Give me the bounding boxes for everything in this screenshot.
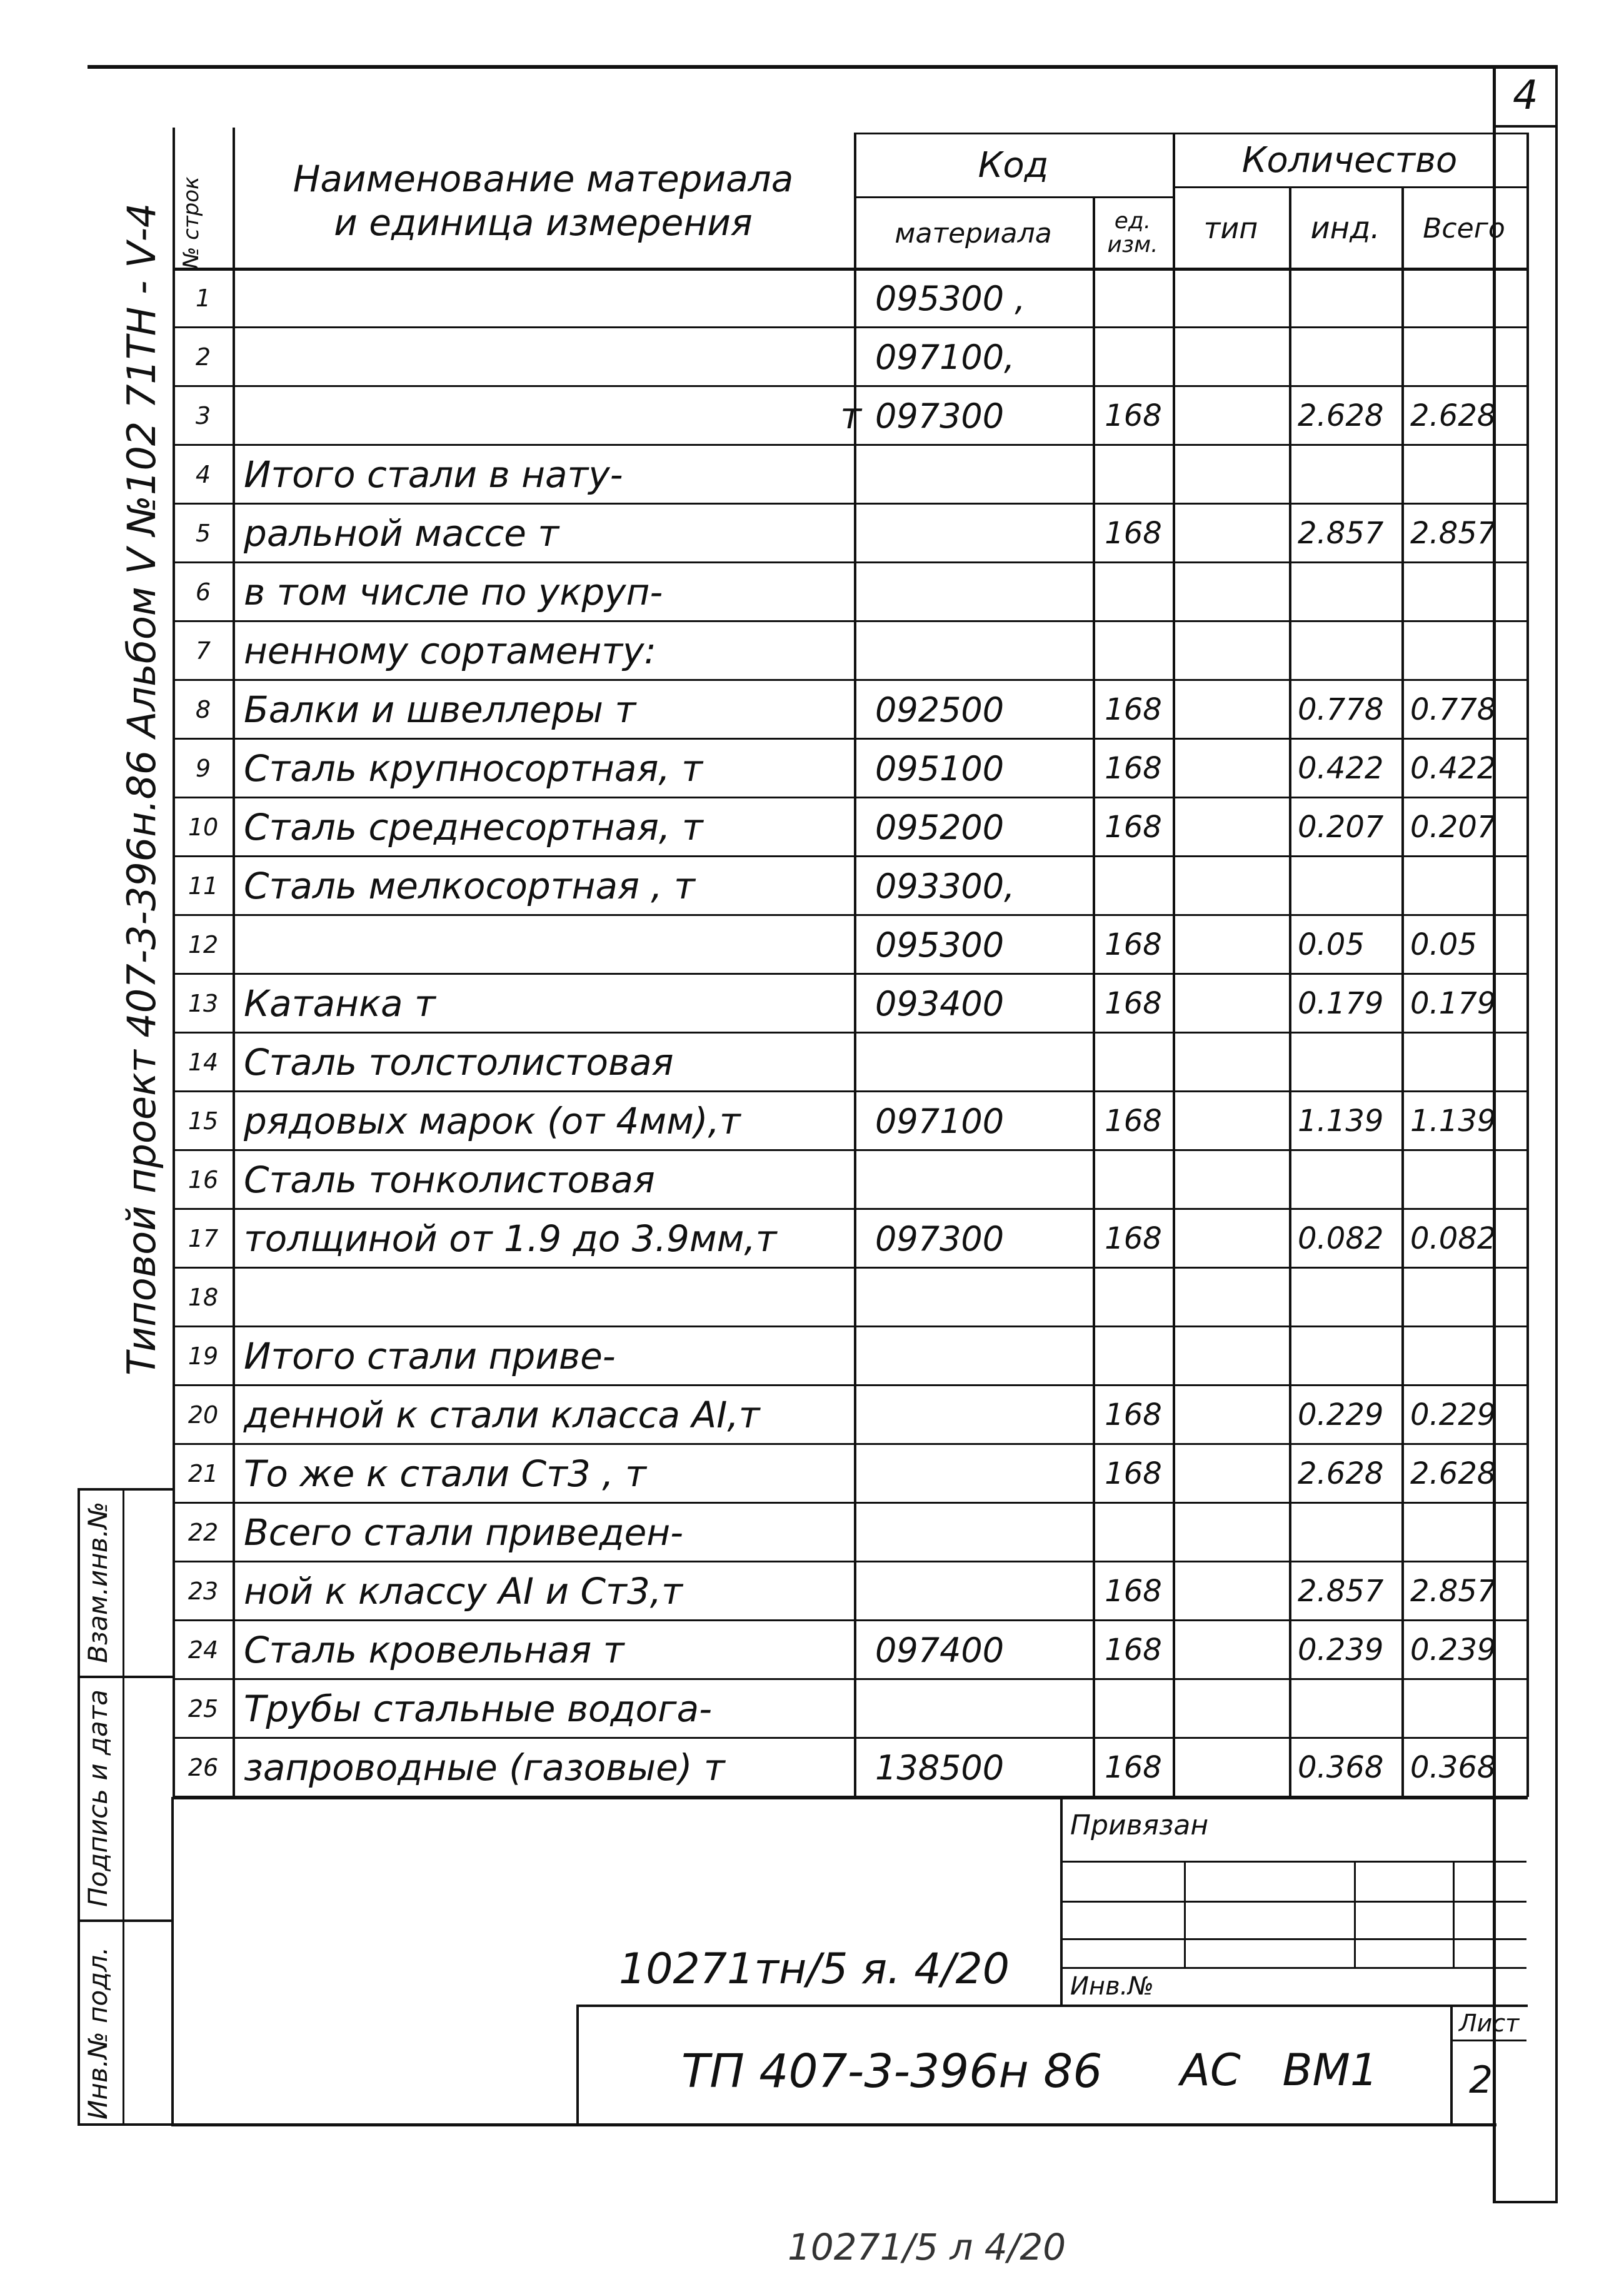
page-number: 4 (1513, 73, 1538, 119)
row-ind (1291, 1033, 1406, 1092)
row-number: 20 (188, 1401, 219, 1429)
row-type (1175, 269, 1294, 328)
row-ind: 0.778 (1298, 692, 1384, 727)
row-total: 0.239 (1410, 1632, 1496, 1668)
row-unit-code: 168 (1105, 1456, 1162, 1491)
row-material-code: 093300, (875, 866, 1015, 906)
row-type (1175, 1386, 1294, 1444)
row-name: Итого стали приве- (244, 1335, 616, 1377)
row-ind (1291, 857, 1406, 915)
left-stamp-outer (78, 1488, 80, 2126)
row-unit-code: 168 (1105, 986, 1162, 1021)
row-type (1175, 1092, 1294, 1150)
row-type (1175, 445, 1294, 504)
row-number: 21 (188, 1460, 219, 1487)
row-total: 0.05 (1410, 927, 1477, 962)
row-type (1175, 1209, 1294, 1268)
left-stamp-divider-3 (78, 1919, 173, 1922)
row-total: 0.082 (1410, 1221, 1496, 1256)
row-type (1175, 857, 1294, 915)
row-material-code (856, 1327, 1110, 1386)
row-number: 1 (195, 284, 211, 312)
stamp-top-line (171, 1797, 1528, 1799)
row-number: 13 (188, 990, 219, 1017)
row-material-code (856, 504, 1110, 563)
row-number: 23 (188, 1577, 219, 1605)
left-stamp-replace-inv: Взам.инв.№ (83, 1501, 113, 1663)
stamp-linked-row-1 (1060, 1861, 1526, 1863)
row-number: 16 (188, 1166, 219, 1194)
left-stamp-inner (123, 1488, 124, 2126)
row-type (1175, 1503, 1294, 1562)
row-ind: 0.082 (1298, 1221, 1384, 1256)
row-ind (1291, 1503, 1406, 1562)
row-name: Балки и швеллеры т (244, 688, 636, 731)
row-ind: 2.857 (1298, 1574, 1384, 1609)
stamp-linked-row-2 (1060, 1901, 1526, 1903)
row-total (1404, 857, 1533, 915)
row-ind (1291, 445, 1406, 504)
row-number: 18 (188, 1284, 219, 1311)
row-unit-code: 168 (1105, 1750, 1162, 1785)
row-name: Сталь мелкосортная , т (244, 865, 695, 907)
row-ind: 0.05 (1298, 927, 1365, 962)
row-ind (1291, 1679, 1406, 1738)
row-total: 0.179 (1410, 986, 1496, 1021)
row-type (1175, 1033, 1294, 1092)
stamp-archive-note: 10271тн/5 я. 4/20 (619, 1944, 1010, 1994)
row-unit-code (1095, 1503, 1171, 1562)
row-total: 1.139 (1410, 1104, 1496, 1139)
row-total: 0.422 (1410, 751, 1496, 786)
row-total: 2.628 (1410, 398, 1496, 433)
row-unit-code (1095, 857, 1171, 915)
row-material-code (856, 563, 1110, 621)
row-unit-code (1095, 269, 1171, 328)
stamp-linked-col-3 (1453, 1861, 1455, 1968)
row-total (1404, 445, 1533, 504)
row-type (1175, 974, 1294, 1033)
row-total: 0.778 (1410, 692, 1496, 727)
left-stamp-inv-orig: Инв.№ подл. (83, 1946, 113, 2120)
header-code: Код (978, 144, 1049, 186)
row-unit-code: 168 (1105, 516, 1162, 551)
row-name: Сталь среднесортная, т (244, 806, 703, 848)
row-unit-code (1095, 1033, 1171, 1092)
row-ind: 1.139 (1298, 1104, 1384, 1139)
row-number: 5 (195, 520, 211, 547)
row-name (235, 269, 861, 328)
row-total: 0.229 (1410, 1397, 1496, 1432)
stamp-sheet-label: Лист (1459, 2010, 1520, 2037)
row-number: 14 (188, 1049, 219, 1076)
row-material-code: 097300 (875, 396, 1005, 436)
row-unit-code (1095, 1327, 1171, 1386)
stamp-title-top (578, 2005, 1528, 2007)
row-ind: 0.229 (1298, 1397, 1384, 1432)
row-unit-code: 168 (1105, 1397, 1162, 1432)
header-unit: ед. изм. (1107, 208, 1158, 258)
row-ind (1291, 269, 1406, 328)
row-unit-code: 168 (1105, 751, 1162, 786)
row-type (1175, 1444, 1294, 1503)
row-type (1175, 1268, 1294, 1327)
row-type (1175, 798, 1294, 857)
row-type (1175, 563, 1294, 621)
row-total (1404, 269, 1533, 328)
row-number: 8 (195, 696, 211, 723)
row-name: Сталь толстолистовая (244, 1041, 674, 1084)
row-number: 25 (188, 1695, 219, 1723)
row-name: Итого стали в нату- (244, 453, 623, 496)
row-type (1175, 328, 1294, 386)
row-ind: 2.628 (1298, 398, 1384, 433)
row-unit-code: 168 (1105, 692, 1162, 727)
header-row-number: № строк (179, 176, 204, 269)
row-ind: 0.239 (1298, 1632, 1384, 1668)
row-name (235, 328, 861, 386)
row-name: Сталь крупносортная, т (244, 747, 703, 790)
frame-bottom-line (1494, 2201, 1556, 2203)
stamp-doc-code: ТП 407-3-396н 86 (681, 2045, 1103, 2098)
row-material-code (856, 1562, 1110, 1621)
stamp-linked-col-1 (1184, 1861, 1186, 1968)
row-name: То же к стали Ст3 , т (244, 1452, 646, 1495)
side-title: Типовой проект 407-3-396н.86 Альбом Ⅴ №102 71ТН - Ⅴ-4 (119, 203, 164, 1376)
row-name: т (840, 395, 861, 437)
row-unit-code: 168 (1105, 927, 1162, 962)
row-unit-code (1095, 1679, 1171, 1738)
row-type (1175, 680, 1294, 739)
row-number: 24 (188, 1636, 219, 1664)
row-number: 26 (188, 1754, 219, 1781)
header-material: материала (895, 217, 1052, 249)
row-name (235, 915, 861, 974)
row-total (1404, 1327, 1533, 1386)
row-number: 22 (188, 1519, 219, 1546)
row-name: Сталь кровельная т (244, 1629, 624, 1671)
row-unit-code: 168 (1105, 1574, 1162, 1609)
row-name: толщиной от 1.9 до 3.9мм,т (244, 1217, 777, 1260)
row-total: 0.368 (1410, 1750, 1496, 1785)
row-material-code: 138500 (875, 1748, 1005, 1788)
row-material-code (856, 1033, 1110, 1092)
header-quantity: Количество (1241, 139, 1458, 181)
row-number: 6 (195, 578, 211, 606)
row-total (1404, 1679, 1533, 1738)
row-ind: 0.368 (1298, 1750, 1384, 1785)
row-material-code: 093400 (875, 984, 1005, 1024)
stamp-linked-left (1060, 1799, 1063, 2006)
row-type (1175, 1150, 1294, 1209)
row-material-code (856, 1679, 1110, 1738)
row-material-code: 097400 (875, 1630, 1005, 1670)
row-unit-code (1095, 1150, 1171, 1209)
row-total: 2.857 (1410, 1574, 1496, 1609)
row-total (1404, 1150, 1533, 1209)
row-unit-code (1095, 1268, 1171, 1327)
row-total: 2.628 (1410, 1456, 1496, 1491)
row-material-code (856, 1386, 1110, 1444)
row-material-code (856, 1150, 1110, 1209)
row-total (1404, 621, 1533, 680)
footer-note: 10271/5 л 4/20 (788, 2226, 1066, 2268)
row-total (1404, 328, 1533, 386)
row-material-code: 095300 , (875, 278, 1026, 318)
left-stamp-divider-2 (78, 1676, 173, 1678)
row-unit-code (1095, 445, 1171, 504)
stamp-linked-col-2 (1354, 1861, 1356, 1968)
row-name: Сталь тонколистовая (244, 1159, 655, 1201)
left-stamp-divider-1 (78, 1488, 173, 1491)
row-ind (1291, 328, 1406, 386)
row-name (235, 1268, 861, 1327)
row-total (1404, 563, 1533, 621)
row-number: 9 (195, 755, 211, 782)
row-name: ральной массе т (244, 512, 559, 555)
row-material-code: 095200 (875, 807, 1005, 847)
stamp-linked-row-3 (1060, 1938, 1526, 1940)
header-ind: инд. (1310, 211, 1380, 246)
row-number: 10 (188, 813, 219, 841)
row-name: денной к стали класса AI,т (244, 1394, 760, 1436)
frame-top-line (88, 65, 1555, 69)
stamp-linked-label: Привязан (1070, 1809, 1209, 1841)
row-material-code: 095100 (875, 748, 1005, 788)
row-material-code: 095300 (875, 925, 1005, 965)
row-unit-code (1095, 621, 1171, 680)
row-material-code: 097100, (875, 337, 1015, 377)
row-unit-code: 168 (1105, 398, 1162, 433)
row-ind (1291, 1327, 1406, 1386)
row-type (1175, 1738, 1294, 1797)
row-ind: 2.857 (1298, 516, 1384, 551)
row-ind: 2.628 (1298, 1456, 1384, 1491)
row-number: 3 (195, 402, 211, 430)
row-material-code (856, 1503, 1110, 1562)
stamp-sheet-number: 2 (1469, 2058, 1493, 2102)
row-total (1404, 1033, 1533, 1092)
header-total: Всего (1423, 212, 1505, 244)
row-material-code (856, 1444, 1110, 1503)
stamp-sheet-divider (1450, 2040, 1526, 2041)
row-type (1175, 1621, 1294, 1679)
row-type (1175, 504, 1294, 563)
row-number: 15 (188, 1107, 219, 1135)
page-number-divider (1493, 125, 1556, 128)
row-type (1175, 1327, 1294, 1386)
row-name: ненному сортаменту: (244, 630, 656, 672)
row-type (1175, 621, 1294, 680)
stamp-linked-row-4 (1060, 1967, 1526, 1969)
frame-right-outer-line (1555, 65, 1558, 2203)
row-unit-code: 168 (1105, 810, 1162, 845)
stamp-left-line (171, 1797, 174, 2126)
left-stamp-bottom (78, 2123, 173, 2126)
row-unit-code (1095, 563, 1171, 621)
row-ind: 0.422 (1298, 751, 1384, 786)
row-ind: 0.207 (1298, 810, 1384, 845)
row-unit-code (1095, 328, 1171, 386)
row-material-code (856, 445, 1110, 504)
stamp-title-left (576, 2005, 579, 2126)
row-type (1175, 1562, 1294, 1621)
row-ind (1291, 1268, 1406, 1327)
row-type (1175, 1679, 1294, 1738)
stamp-sheet-left (1450, 2005, 1453, 2126)
row-number: 17 (188, 1225, 219, 1252)
row-number: 4 (195, 461, 211, 488)
header-type: тип (1203, 211, 1258, 245)
row-name: Трубы стальные водога- (244, 1688, 713, 1730)
row-number: 11 (188, 872, 219, 900)
row-material-code (856, 1268, 1110, 1327)
row-type (1175, 915, 1294, 974)
stamp-inv-no-label: Инв.№ (1070, 1972, 1154, 2001)
stamp-mark: АС ВМ1 (1180, 2045, 1378, 2096)
row-ind (1291, 563, 1406, 621)
row-unit-code: 168 (1105, 1221, 1162, 1256)
row-total (1404, 1268, 1533, 1327)
row-total (1404, 1503, 1533, 1562)
left-stamp-sign-date: Подпись и дата (83, 1689, 113, 1907)
row-number: 2 (195, 343, 211, 371)
header-name: Наименование материала и единица измерения (293, 158, 794, 244)
row-ind: 0.179 (1298, 986, 1384, 1021)
row-total: 0.207 (1410, 810, 1496, 845)
row-type (1175, 739, 1294, 798)
row-ind (1291, 1150, 1406, 1209)
row-material-code: 097300 (875, 1219, 1005, 1259)
row-ind (1291, 621, 1406, 680)
row-name: Всего стали приведен- (244, 1511, 684, 1554)
row-number: 7 (195, 637, 211, 665)
row-number: 12 (188, 931, 219, 958)
row-material-code: 092500 (875, 690, 1005, 730)
row-name: ной к классу AI и Ст3,т (244, 1570, 683, 1612)
row-type (1175, 386, 1294, 445)
row-material-code: 097100 (875, 1101, 1005, 1141)
row-number: 19 (188, 1342, 219, 1370)
row-name: запроводные (газовые) т (244, 1746, 725, 1789)
row-unit-code: 168 (1105, 1104, 1162, 1139)
row-total: 2.857 (1410, 516, 1496, 551)
row-name: Катанка т (244, 982, 436, 1025)
row-material-code (856, 621, 1110, 680)
row-unit-code: 168 (1105, 1632, 1162, 1668)
row-name: в том числе по укруп- (244, 571, 663, 613)
row-name: рядовых марок (от 4мм),т (244, 1100, 741, 1142)
stamp-bottom-line (171, 2123, 1496, 2126)
